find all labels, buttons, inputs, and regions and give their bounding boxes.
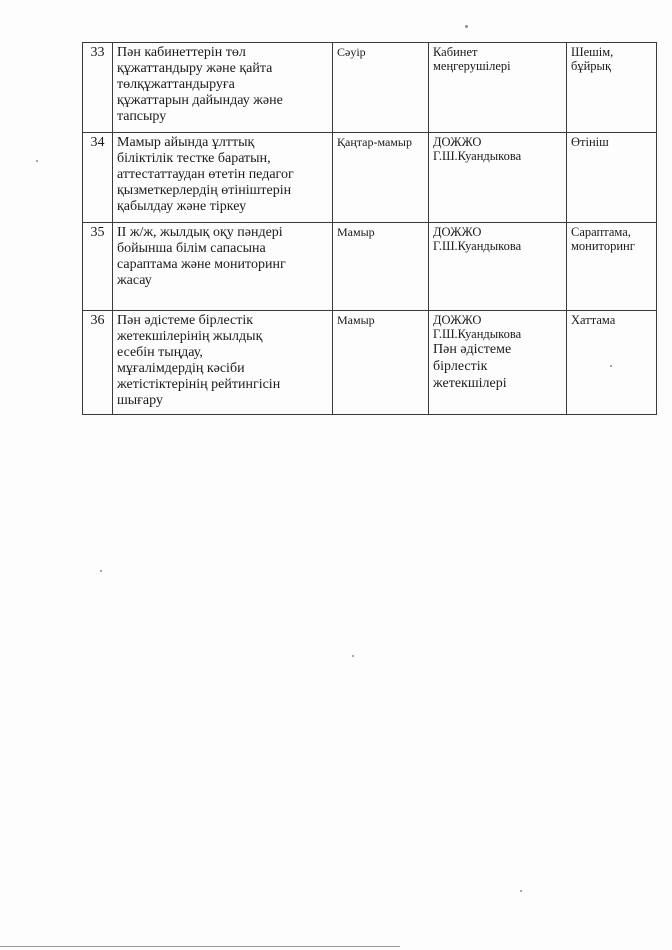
task-line: Мамыр айында ұлттық xyxy=(117,135,255,150)
scan-speck xyxy=(352,655,354,657)
output-cell xyxy=(567,223,657,311)
row-number: 36 xyxy=(83,311,113,415)
task-line: Пән кабинеттерін төл xyxy=(117,45,246,60)
table-row xyxy=(83,311,657,415)
term-cell: Сәуір xyxy=(333,43,429,133)
responsible-line: меңгерушілері xyxy=(433,59,511,73)
task-line: тапсыру xyxy=(117,109,167,124)
scan-speck xyxy=(36,160,38,162)
row-number: 33 xyxy=(83,43,113,133)
responsible-line: бірлестік xyxy=(433,359,488,374)
responsible-line: жетекшілері xyxy=(433,376,507,391)
task-line: жетекшілерінің жылдық xyxy=(117,329,263,344)
task-line: шығару xyxy=(117,393,163,408)
responsible-cell xyxy=(429,223,567,311)
task-line: қабылдау және тіркеу xyxy=(117,199,247,214)
responsible-cell xyxy=(429,133,567,223)
scan-edge-line xyxy=(0,946,400,947)
task-line: сараптама және мониторинг xyxy=(117,257,286,272)
task-line: аттестаттаудан өтетін педагог xyxy=(117,167,294,182)
term-cell: Мамыр xyxy=(333,223,429,311)
responsible-line: ДОЖЖО xyxy=(433,225,482,239)
task-line: құжаттарын дайындау және xyxy=(117,93,283,108)
scan-speck xyxy=(465,25,468,28)
work-plan-table xyxy=(82,42,657,415)
table-row xyxy=(83,133,657,223)
responsible-line: ДОЖЖО xyxy=(433,135,482,149)
output-line: Өтініш xyxy=(571,135,609,149)
responsible-line: Пән әдістеме xyxy=(433,342,512,357)
task-line: есебін тыңдау, xyxy=(117,345,203,360)
row-number: 34 xyxy=(83,133,113,223)
row-number: 35 xyxy=(83,223,113,311)
responsible-line: ДОЖЖО xyxy=(433,313,482,327)
responsible-line: Г.Ш.Куандыкова xyxy=(433,239,522,253)
table-row xyxy=(83,43,657,133)
table-row xyxy=(83,223,657,311)
output-line: Хаттама xyxy=(571,313,616,327)
task-cell xyxy=(113,133,333,223)
responsible-line: Г.Ш.Куандыкова xyxy=(433,149,522,163)
task-line: Пән әдістеме бірлестік xyxy=(117,313,254,328)
output-line: Шешім, xyxy=(571,45,614,59)
term-cell: Мамыр xyxy=(333,311,429,415)
scan-speck xyxy=(100,570,102,572)
task-line: қызметкерлердің өтініштерін xyxy=(117,183,292,198)
output-line: Сараптама, xyxy=(571,225,631,239)
task-line: жасау xyxy=(117,273,152,288)
scan-speck xyxy=(520,890,522,892)
output-line: мониторинг xyxy=(571,239,635,253)
task-line: біліктілік тестке баратын, xyxy=(117,151,271,166)
output-cell xyxy=(567,311,657,415)
task-cell xyxy=(113,43,333,133)
term-cell: Қаңтар-мамыр xyxy=(333,133,429,223)
output-cell xyxy=(567,133,657,223)
responsible-cell xyxy=(429,43,567,133)
task-line: жетістіктерінің рейтингісін xyxy=(117,377,281,392)
task-line: ІІ ж/ж, жылдық оқу пәндері xyxy=(117,225,283,240)
output-cell xyxy=(567,43,657,133)
output-line: бұйрық xyxy=(571,59,612,73)
task-cell xyxy=(113,223,333,311)
task-line: бойынша білім сапасына xyxy=(117,241,266,256)
task-cell xyxy=(113,311,333,415)
task-line: төлқұжаттандыруға xyxy=(117,77,235,92)
responsible-line: Кабинет xyxy=(433,45,478,59)
responsible-cell xyxy=(429,311,567,415)
scan-speck xyxy=(610,365,612,367)
responsible-line: Г.Ш.Куандыкова xyxy=(433,327,522,341)
task-line: мұғалімдердің кәсіби xyxy=(117,361,245,376)
task-line: құжаттандыру және қайта xyxy=(117,61,273,76)
